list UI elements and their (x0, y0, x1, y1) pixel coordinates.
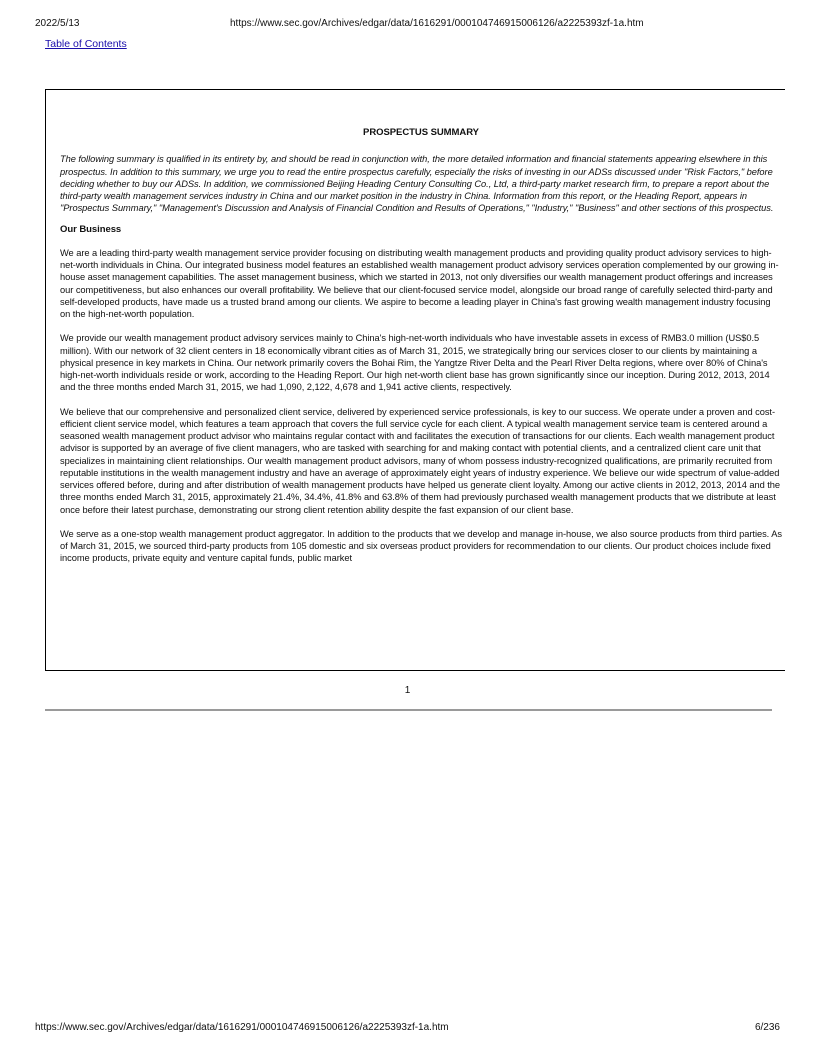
body-paragraph: We serve as a one-stop wealth management product aggregator. In addition to the products that we develop and manage in-house, we also source products from third parties. As of March 31, 2015, we sourced third-party products from 105 domestic and six overseas product providers for recommendation to our clients. Our product choices include fixed income products, private equity and venture capital funds, public market (60, 528, 782, 564)
print-header-url: https://www.sec.gov/Archives/edgar/data/1616291/000104746915006126/a2225393zf-1a.htm (230, 18, 644, 29)
table-of-contents-link[interactable]: Table of Contents (45, 38, 127, 50)
page-divider (45, 709, 772, 711)
body-paragraph: We believe that our comprehensive and personalized client service, delivered by experienced service professionals, is key to our success. We operate under a proven and cost-efficient client service model, which features a team approach that covers the full service cycle for each client. A typical wealth management service team is centered around a seasoned wealth management product advisor who maintains regular contact with and facilitates the execution of transactions for our clients. Each wealth management product advisor is supported by an average of five client managers, who are tasked with searching for and making contact with potential clients, and a centralized client care unit that specializes in maintaining client relationships. Our wealth management product advisors, many of whom possess industry-recognized qualifications, are primarily recruited from reputable institutions in the wealth management industry and have an average of approximately eight years of industry experience. We believe our wide spectrum of value-added services offered before, during and after distribution of wealth management products have helped us generate client loyalty. Among our active clients in 2012, 2013, 2014 and the three months ended March 31, 2015, approximately 21.4%, 34.4%, 41.8% and 63.8% of them had previously purchased wealth management products that we distribute at least once before their latest purchase, demonstrating our strong client retention ability despite the fast expansion of our client base. (60, 406, 781, 515)
document-content (60, 127, 782, 577)
section-heading: Our Business (60, 223, 122, 235)
print-date: 2022/5/13 (35, 18, 80, 29)
print-footer-url: https://www.sec.gov/Archives/edgar/data/1616291/000104746915006126/a2225393zf-1a.htm (35, 1022, 449, 1033)
body-paragraph: We are a leading third-party wealth management service provider focusing on distributing wealth management products and providing quality product advisory services to high-net-worth individuals in China. Our integrated business model features an established wealth management product advisory services operation complemented by our growing in-house asset management capabilities. The asset management business, which we started in 2013, not only diversifies our wealth management product offerings and increases our competitiveness, but also enhances our overall profitability. We believe that our client-focused service model, alongside our broad range of carefully selected third-party and self-developed products, have made us a trusted brand among our clients. We aspire to become a leading player in China's fast growing wealth management industry focusing on the high-net-worth population. (60, 247, 779, 319)
intro-paragraph: The following summary is qualified in its entirety by, and should be read in conjunction with, the more detailed information and financial statements appearing elsewhere in this prospectus. In addition to this summary, we urge you to read the entire prospectus carefully, especially the risks of investing in our ADSs discussed under "Risk Factors," before deciding whether to buy our ADSs. In addition, we commissioned Beijing Heading Century Consulting Co., Ltd, a third-party market research firm, to prepare a report about the third-party wealth management services industry in China and our market position in the industry in China. Information from this report, or the Heading Report, appears in "Prospectus Summary," "Management's Discussion and Analysis of Financial Condition and Results of Operations," "Industry," "Business" and other sections of this prospectus. (60, 154, 774, 214)
document-title: PROSPECTUS SUMMARY (363, 127, 479, 138)
print-page-count: 6/236 (754, 1022, 780, 1033)
body-paragraph: We provide our wealth management product advisory services mainly to China's high-net-worth individuals who have investable assets in excess of RMB3.0 million (US$0.5 million). With our network of 32 client centers in 18 economically vibrant cities as of March 31, 2015, we strategically bring our services closer to our clients by maintaining a physical presence in key markets in China. Our network primarily covers the Bohai Rim, the Yangtze River Delta and the Pearl River Delta regions, where over 80% of China's high-net-worth individuals reside or work, according to the Heading Report. Our high net-worth client base has grown significantly since our inception. During 2012, 2013, 2014 and the three months ended March 31, 2015, we had 1,090, 2,122, 4,678 and 1,941 active clients, respectively. (60, 333, 770, 393)
document-frame (45, 89, 785, 671)
page-number: 1 (404, 685, 411, 696)
